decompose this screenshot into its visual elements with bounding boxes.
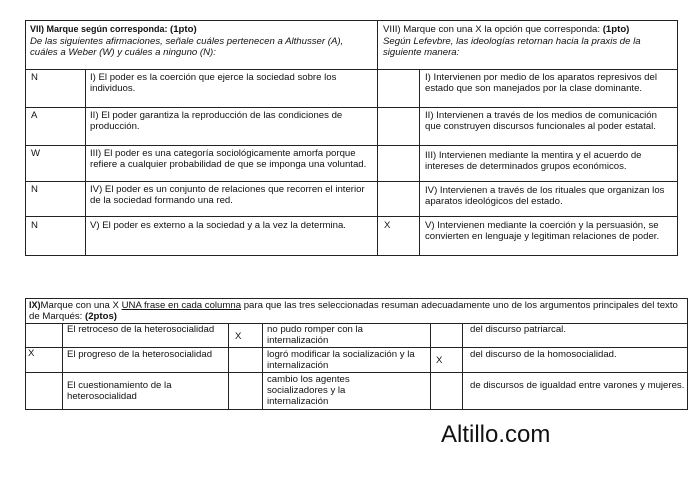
s7-answer-2: A bbox=[31, 110, 38, 121]
s8-option-3: III) Intervienen mediante la mentira y el acuerdo de intereses de determinados grupos económicos. bbox=[425, 150, 642, 172]
s8-mark-5: X bbox=[384, 220, 391, 231]
s9-heading-underlined: UNA frase en cada columna bbox=[121, 300, 242, 311]
s7-heading-prefix: VII) Marque según corresponda: bbox=[30, 24, 171, 34]
row-line-1 bbox=[25, 107, 678, 108]
s9-row-line-2 bbox=[25, 372, 688, 373]
top-table-center-divider bbox=[377, 20, 378, 256]
s7-heading-points: (1pto) bbox=[170, 24, 197, 35]
s7-instruction: De las siguientes afirmaciones, señale cuáles pertenecen a Althusser (A), cuáles a Weber (W) y cuáles a ninguno (N): bbox=[30, 36, 344, 58]
s9-heading-prefix: IX) bbox=[29, 300, 41, 310]
row-line-2 bbox=[25, 145, 678, 146]
s8-heading-prefix: VIII) Marque con una X la opción que corresponda: bbox=[383, 24, 603, 35]
s9-r1-mark2: X bbox=[235, 331, 242, 342]
s7-statement-3: III) El poder es una categoría sociológicamente amorfa porque refiere a cualquier probabilidad de que se imponga una voluntad. bbox=[90, 148, 367, 170]
s9-heading-points: (2ptos) bbox=[85, 311, 117, 322]
s9-r3-col1: El cuestionamiento de la heterosocialidad bbox=[67, 380, 172, 402]
s9-col-divider-1 bbox=[62, 323, 63, 410]
s8-option-4: IV) Intervienen a través de los rituales que organizan los aparatos ideológicos del estado. bbox=[425, 185, 665, 207]
s9-heading bbox=[29, 300, 685, 322]
s9-col-divider-3 bbox=[262, 323, 263, 410]
s8-option-5: V) Intervienen mediante la coerción y la persuasión, se convierten en lenguaje y legitiman relaciones de poder. bbox=[425, 220, 660, 242]
row-line-3 bbox=[25, 181, 678, 182]
s9-r2-col3: del discurso de la homosocialidad. bbox=[470, 349, 617, 360]
s7-answer-1: N bbox=[31, 72, 38, 83]
s9-r1-col1: El retroceso de la heterosocialidad bbox=[67, 324, 215, 335]
s7-statement-1: I) El poder es la coerción que ejerce la sociedad sobre los individuos. bbox=[90, 72, 337, 94]
s7-answer-col-divider bbox=[85, 69, 86, 256]
s9-col-divider-2 bbox=[228, 323, 229, 410]
s9-col-divider-5 bbox=[462, 323, 463, 410]
row-line-4 bbox=[25, 216, 678, 217]
s9-r2-col1: El progreso de la heterosocialidad bbox=[67, 349, 213, 360]
s7-answer-3: W bbox=[31, 148, 41, 159]
s8-instruction: Según Lefevbre, las ideologías retornan hacia la praxis de la siguiente manera: bbox=[383, 36, 641, 58]
s8-mark-col-divider bbox=[419, 69, 420, 256]
s9-r3-col3: de discursos de igualdad entre varones y mujeres. bbox=[470, 380, 685, 391]
site-brand: Altillo.com bbox=[441, 421, 551, 448]
s7-statement-4: IV) El poder es un conjunto de relaciones que recorren el interior de la sociedad formando una red. bbox=[90, 184, 365, 206]
s9-heading-part2: para que las tres seleccionadas resuman adecuadamente uno de los argumentos principales del texto de Marqués: bbox=[29, 300, 678, 322]
s9-r3-col2: cambio los agentes socializadores y la internalización bbox=[267, 374, 350, 407]
s9-r2-col2: logró modificar la socialización y la internalización bbox=[267, 349, 415, 371]
s9-r2-mark3: X bbox=[436, 355, 443, 366]
s7-statement-2: II) El poder garantiza la reproducción de las condiciones de producción. bbox=[90, 110, 343, 132]
s8-option-2: II) Intervienen a través de los medios de comunicación que construyen discursos funcionales al poder estatal. bbox=[425, 110, 657, 132]
s9-heading-part1: Marque con una X bbox=[40, 300, 122, 311]
s8-heading bbox=[383, 24, 675, 35]
s8-option-1: I) Intervienen por medio de los aparatos represivos del estado que son manejados por la clase dominante. bbox=[425, 72, 657, 94]
top-header-line bbox=[25, 69, 678, 70]
s9-r1-col2: no pudo romper con la internalización bbox=[267, 324, 363, 346]
s9-col-divider-4 bbox=[430, 323, 431, 410]
s7-statement-5: V) El poder es externo a la sociedad y a la vez la determina. bbox=[90, 220, 346, 231]
s9-r2-mark1: X bbox=[28, 348, 35, 359]
s9-r1-col3: del discurso patriarcal. bbox=[470, 324, 566, 335]
s7-heading bbox=[30, 24, 370, 35]
s7-answer-5: N bbox=[31, 220, 38, 231]
s7-answer-4: N bbox=[31, 184, 38, 195]
s8-heading-points: (1pto) bbox=[602, 24, 630, 35]
s9-row-line-1 bbox=[25, 347, 688, 348]
